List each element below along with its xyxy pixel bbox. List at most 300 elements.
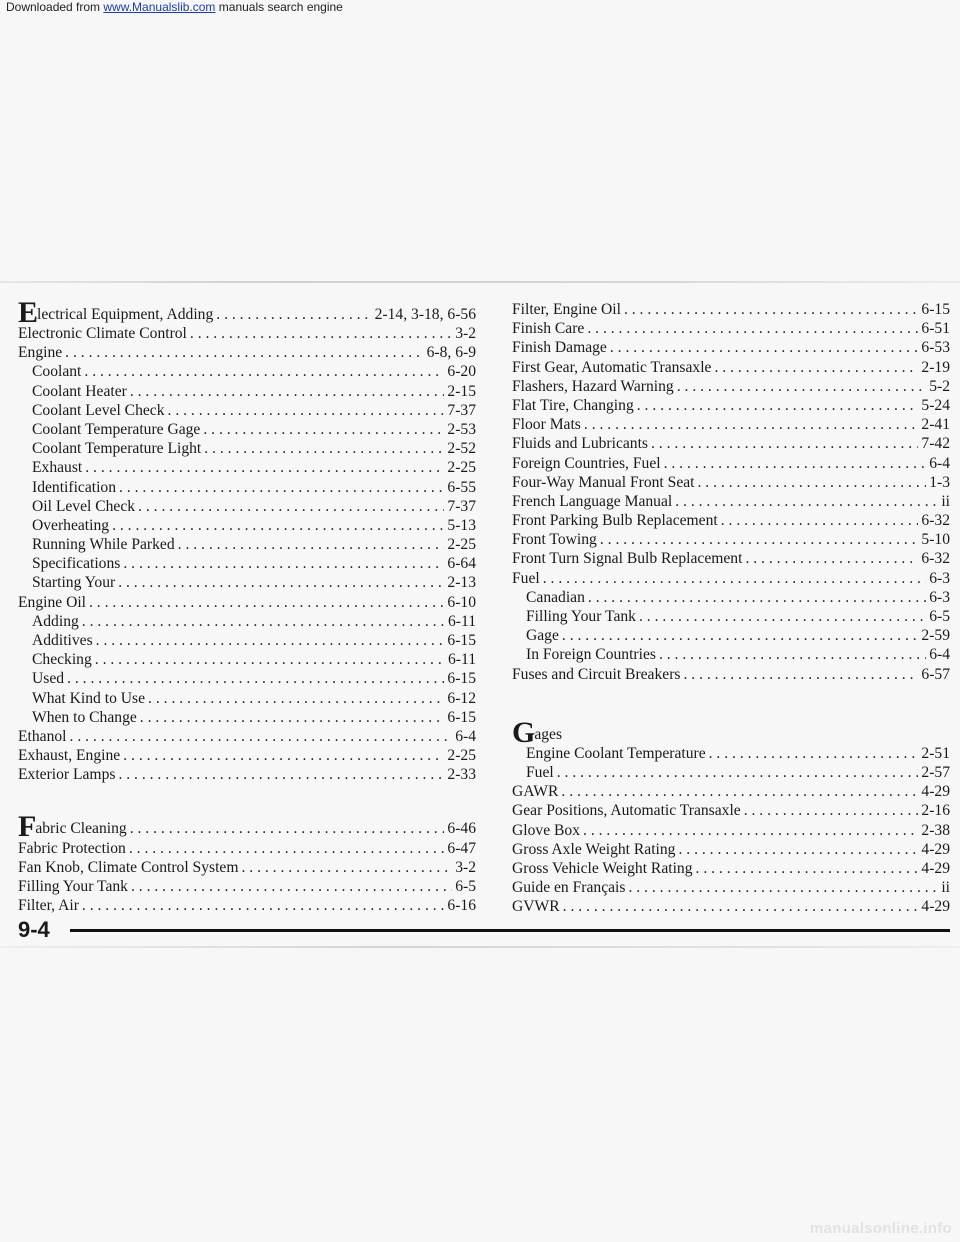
leader-dots bbox=[241, 858, 452, 877]
leader-dots bbox=[714, 358, 918, 377]
index-subentry bbox=[18, 554, 476, 573]
page-reference: 6-11 bbox=[447, 612, 476, 630]
entry-label bbox=[526, 645, 656, 664]
leader-dots bbox=[89, 593, 444, 612]
entry-label bbox=[32, 631, 93, 650]
index-column-left bbox=[18, 300, 476, 915]
leader-dots bbox=[543, 569, 926, 588]
leader-dots bbox=[651, 434, 918, 453]
page-reference: 6-53 bbox=[921, 339, 950, 357]
entry-label bbox=[18, 877, 128, 896]
index-entry bbox=[512, 897, 950, 916]
leader-dots bbox=[664, 454, 927, 473]
entry-label bbox=[512, 377, 674, 396]
page-reference: 6-57 bbox=[921, 665, 950, 683]
entry-label bbox=[512, 878, 625, 897]
entry-text: abric Cleaning bbox=[35, 820, 127, 838]
page-reference: 6-15 bbox=[921, 301, 950, 318]
page-reference: 6-55 bbox=[447, 478, 476, 496]
entry-label bbox=[32, 420, 200, 439]
entry-text: Oil Level Check bbox=[32, 497, 136, 515]
page-reference: 6-64 bbox=[447, 555, 476, 573]
index-entry bbox=[18, 300, 476, 324]
page-reference: 2-16 bbox=[921, 802, 950, 820]
leader-dots bbox=[204, 439, 444, 458]
entry-label bbox=[32, 439, 201, 458]
entry-text: Overheating bbox=[32, 516, 110, 534]
page-reference: 5-13 bbox=[447, 516, 476, 534]
leader-dots bbox=[148, 689, 444, 708]
entry-label bbox=[526, 763, 554, 782]
page-reference: 6-3 bbox=[929, 569, 950, 587]
page-reference: 2-25 bbox=[447, 459, 476, 477]
index-subentry bbox=[512, 626, 950, 645]
leader-dots bbox=[628, 878, 938, 897]
entry-text: Fuel bbox=[526, 763, 554, 781]
entry-text: lectrical Equipment, Adding bbox=[37, 305, 214, 323]
leader-dots bbox=[563, 897, 919, 916]
page-reference: 2-57 bbox=[921, 763, 950, 781]
leader-dots bbox=[119, 478, 444, 497]
entry-label bbox=[526, 744, 706, 763]
entry-label bbox=[512, 338, 607, 357]
leader-dots bbox=[130, 819, 445, 838]
entry-text: Checking bbox=[32, 651, 92, 669]
top-divider bbox=[0, 281, 960, 283]
page-reference: 6-15 bbox=[447, 670, 476, 688]
entry-text: Coolant bbox=[32, 363, 82, 381]
index-subentry bbox=[18, 478, 476, 497]
index-column-right bbox=[512, 300, 950, 916]
page-reference: 2-14, 3-18, 6-56 bbox=[374, 305, 476, 323]
leader-dots bbox=[131, 877, 452, 896]
page-reference: 6-20 bbox=[447, 363, 476, 381]
index-entry bbox=[512, 782, 950, 801]
leader-dots bbox=[123, 554, 444, 573]
index-subentry bbox=[18, 535, 476, 554]
entry-label bbox=[18, 324, 187, 343]
entry-label bbox=[32, 573, 115, 592]
entry-label bbox=[512, 840, 675, 859]
page-reference: 4-29 bbox=[921, 898, 950, 916]
entry-label bbox=[18, 593, 86, 612]
leader-dots bbox=[562, 626, 919, 645]
entry-label bbox=[18, 300, 213, 324]
page-reference: 2-51 bbox=[921, 744, 950, 762]
entry-label bbox=[32, 535, 175, 554]
index-entry bbox=[512, 859, 950, 878]
entry-text: Fabric Protection bbox=[18, 839, 126, 857]
page-reference: 2-19 bbox=[921, 358, 950, 376]
section-initial: F bbox=[18, 814, 36, 839]
leader-dots bbox=[203, 420, 444, 439]
index-subentry bbox=[18, 458, 476, 477]
entry-text: Coolant Heater bbox=[32, 382, 127, 400]
entry-text: Specifications bbox=[32, 555, 121, 573]
page-reference: 6-32 bbox=[921, 512, 950, 530]
entry-label bbox=[32, 497, 135, 516]
watermark: manualsonline.info bbox=[809, 1220, 952, 1237]
entry-label bbox=[512, 300, 621, 319]
index-entry bbox=[512, 434, 950, 453]
leader-dots bbox=[138, 497, 444, 516]
leader-dots bbox=[129, 839, 445, 858]
leader-dots bbox=[168, 401, 445, 420]
page-reference: ii bbox=[941, 492, 950, 510]
entry-text: Finish Care bbox=[512, 320, 585, 338]
leader-dots bbox=[696, 859, 919, 878]
leader-dots bbox=[65, 343, 423, 362]
leader-dots bbox=[698, 473, 927, 492]
banner-prefix: Downloaded from bbox=[6, 0, 104, 14]
leader-dots bbox=[745, 549, 918, 568]
entry-label bbox=[32, 650, 92, 669]
index-subentry bbox=[18, 689, 476, 708]
page-reference: 6-4 bbox=[929, 454, 950, 472]
entry-label bbox=[32, 362, 81, 381]
entry-label bbox=[526, 588, 585, 607]
entry-label bbox=[526, 607, 636, 626]
entry-label bbox=[18, 727, 67, 746]
leader-dots bbox=[637, 396, 919, 415]
entry-label bbox=[512, 569, 540, 588]
leader-dots bbox=[118, 765, 444, 784]
entry-label bbox=[18, 858, 238, 877]
entry-text: Coolant Temperature Gage bbox=[32, 420, 201, 438]
entry-text: Guide en Français bbox=[512, 879, 626, 897]
index-subentry bbox=[18, 573, 476, 592]
entry-label bbox=[512, 358, 711, 377]
entry-text: Gear Positions, Automatic Transaxle bbox=[512, 802, 741, 820]
page-reference: 6-11 bbox=[447, 651, 476, 669]
leader-dots bbox=[744, 801, 919, 820]
entry-label bbox=[32, 458, 82, 477]
leader-dots bbox=[583, 821, 918, 840]
leader-dots bbox=[216, 305, 371, 324]
index-entry bbox=[512, 665, 950, 684]
index-subentry bbox=[18, 612, 476, 631]
index-subentry bbox=[18, 631, 476, 650]
index-entry bbox=[512, 415, 950, 434]
entry-label bbox=[512, 415, 581, 434]
entry-label bbox=[512, 319, 584, 338]
entry-label bbox=[32, 516, 109, 535]
entry-text: When to Change bbox=[32, 708, 137, 726]
index-entry bbox=[512, 549, 950, 568]
entry-text: Fluids and Lubricants bbox=[512, 435, 648, 453]
page-reference: 1-3 bbox=[929, 473, 950, 491]
entry-text: First Gear, Automatic Transaxle bbox=[512, 358, 712, 376]
leader-dots bbox=[588, 588, 926, 607]
leader-dots bbox=[584, 415, 919, 434]
entry-text: Fan Knob, Climate Control System bbox=[18, 858, 239, 876]
entry-label bbox=[18, 839, 126, 858]
entry-label bbox=[512, 821, 580, 840]
page-reference: 6-3 bbox=[929, 588, 950, 606]
entry-label bbox=[32, 554, 120, 573]
entry-text: Exhaust bbox=[32, 459, 83, 477]
entry-text: Finish Damage bbox=[512, 339, 607, 357]
index-entry bbox=[512, 473, 950, 492]
index-entry bbox=[512, 319, 950, 338]
leader-dots bbox=[587, 319, 918, 338]
leader-dots bbox=[140, 708, 445, 727]
page-reference: 2-13 bbox=[447, 574, 476, 592]
page-reference: 6-8, 6-9 bbox=[426, 344, 476, 362]
page-reference: 2-15 bbox=[447, 382, 476, 400]
index-subentry bbox=[18, 669, 476, 688]
page-reference: 3-2 bbox=[455, 325, 476, 342]
index-subentry bbox=[18, 439, 476, 458]
index-subentry bbox=[512, 744, 950, 763]
index-entry bbox=[18, 815, 476, 839]
page-reference: 6-4 bbox=[929, 646, 950, 664]
index-entry bbox=[512, 454, 950, 473]
index-entry bbox=[18, 765, 476, 784]
entry-label bbox=[512, 530, 597, 549]
leader-dots bbox=[557, 763, 919, 782]
entry-text: Flat Tire, Changing bbox=[512, 396, 634, 414]
page-reference: 2-52 bbox=[447, 440, 476, 458]
leader-dots bbox=[624, 300, 918, 319]
entry-text: Used bbox=[32, 670, 65, 688]
leader-dots bbox=[112, 516, 444, 535]
leader-dots bbox=[190, 324, 452, 343]
entry-label bbox=[32, 382, 127, 401]
page-reference: 2-38 bbox=[921, 821, 950, 839]
entry-label bbox=[18, 815, 127, 839]
page-reference: 5-24 bbox=[921, 396, 950, 414]
index-subentry bbox=[18, 708, 476, 727]
entry-text: Four-Way Manual Front Seat bbox=[512, 473, 695, 491]
leader-dots bbox=[675, 492, 938, 511]
index-entry bbox=[18, 324, 476, 343]
entry-text: Adding bbox=[32, 612, 79, 630]
page-reference: 2-41 bbox=[921, 416, 950, 434]
leader-dots bbox=[118, 573, 444, 592]
leader-dots bbox=[178, 535, 445, 554]
page-reference: 6-46 bbox=[447, 820, 476, 838]
entry-text: GVWR bbox=[512, 898, 560, 916]
page-reference: 4-29 bbox=[921, 859, 950, 877]
index-subentry bbox=[18, 650, 476, 669]
index-subentry bbox=[512, 645, 950, 664]
leader-dots bbox=[659, 645, 926, 664]
index-entry bbox=[512, 396, 950, 415]
entry-text: Front Towing bbox=[512, 531, 597, 549]
entry-label bbox=[512, 454, 661, 473]
index-entry bbox=[18, 896, 476, 915]
index-entry bbox=[18, 858, 476, 877]
banner-suffix: manuals search engine bbox=[215, 0, 343, 14]
leader-dots bbox=[67, 669, 444, 688]
entry-text: Gage bbox=[526, 627, 559, 645]
page-reference: 6-32 bbox=[921, 550, 950, 568]
index-entry bbox=[512, 530, 950, 549]
entry-text: Exterior Lamps bbox=[18, 766, 116, 784]
page-reference: 6-51 bbox=[921, 320, 950, 338]
entry-text: Engine Oil bbox=[18, 593, 86, 611]
entry-text: Front Turn Signal Bulb Replacement bbox=[512, 550, 743, 568]
entry-text: Fuses and Circuit Breakers bbox=[512, 665, 681, 683]
entry-label bbox=[18, 343, 62, 362]
entry-text: Exhaust, Engine bbox=[18, 747, 121, 765]
leader-dots bbox=[82, 896, 445, 915]
index-entry bbox=[512, 358, 950, 377]
index-entry bbox=[512, 492, 950, 511]
index-entry bbox=[512, 801, 950, 820]
bottom-divider bbox=[0, 946, 960, 948]
page-reference: 6-15 bbox=[447, 708, 476, 726]
leader-dots bbox=[683, 665, 918, 684]
page-reference: 6-15 bbox=[447, 632, 476, 649]
leader-dots bbox=[600, 530, 919, 549]
entry-text: GAWR bbox=[512, 783, 559, 801]
index-entry bbox=[18, 746, 476, 765]
entry-text: Identification bbox=[32, 478, 116, 496]
page-reference: 2-53 bbox=[447, 420, 476, 438]
entry-label bbox=[32, 669, 64, 688]
entry-text: Running While Parked bbox=[32, 536, 175, 554]
section-initial: E bbox=[18, 300, 38, 324]
page-reference: 4-29 bbox=[921, 783, 950, 801]
entry-text: Foreign Countries, Fuel bbox=[512, 454, 661, 472]
entry-label bbox=[526, 626, 559, 645]
entry-label bbox=[512, 396, 634, 415]
entry-label bbox=[32, 708, 137, 727]
page-reference: 6-10 bbox=[447, 593, 476, 611]
manualslib-link[interactable]: www.Manualslib.com bbox=[103, 0, 216, 14]
section-heading bbox=[512, 714, 950, 744]
leader-dots bbox=[84, 362, 444, 381]
entry-text: Filter, Engine Oil bbox=[512, 301, 621, 318]
entry-text: Front Parking Bulb Replacement bbox=[512, 512, 718, 530]
index-entry bbox=[512, 569, 950, 588]
index-subentry bbox=[18, 382, 476, 401]
page-reference: 6-5 bbox=[929, 608, 950, 625]
page-reference: 6-47 bbox=[447, 839, 476, 857]
entry-text: ages bbox=[534, 725, 563, 743]
leader-dots bbox=[721, 511, 919, 530]
entry-text: Fuel bbox=[512, 569, 540, 587]
entry-text: Floor Mats bbox=[512, 416, 581, 434]
index-entry bbox=[512, 840, 950, 859]
index-subentry bbox=[18, 497, 476, 516]
index-entry bbox=[512, 338, 950, 357]
index-subentry bbox=[18, 362, 476, 381]
entry-label bbox=[512, 665, 680, 684]
entry-text: Additives bbox=[32, 632, 93, 649]
leader-dots bbox=[85, 458, 444, 477]
leader-dots bbox=[123, 746, 444, 765]
entry-label bbox=[512, 434, 648, 453]
page-reference: ii bbox=[941, 879, 950, 897]
entry-label bbox=[512, 492, 672, 511]
page-reference: 4-29 bbox=[921, 840, 950, 858]
index-subentry bbox=[18, 401, 476, 420]
section-gap bbox=[18, 785, 476, 815]
index-entry bbox=[512, 511, 950, 530]
page-reference: 2-59 bbox=[921, 627, 950, 645]
entry-label bbox=[18, 746, 120, 765]
download-banner bbox=[6, 0, 343, 14]
page-reference: 2-25 bbox=[447, 747, 476, 765]
entry-text: Coolant Temperature Light bbox=[32, 440, 202, 458]
page-reference: 5-2 bbox=[929, 377, 950, 395]
index-entry bbox=[512, 377, 950, 396]
page-reference: 3-2 bbox=[455, 858, 476, 876]
page-reference: 7-37 bbox=[447, 401, 476, 419]
leader-dots bbox=[95, 650, 445, 669]
leader-dots bbox=[677, 377, 926, 396]
entry-text: Canadian bbox=[526, 588, 585, 606]
index-entry bbox=[18, 343, 476, 362]
entry-label bbox=[512, 511, 718, 530]
page-reference: 6-12 bbox=[447, 689, 476, 707]
entry-label bbox=[18, 765, 115, 784]
index-entry bbox=[18, 877, 476, 896]
entry-text: Filling Your Tank bbox=[526, 608, 636, 625]
section-gap bbox=[512, 684, 950, 714]
footer-rule bbox=[70, 929, 950, 932]
entry-text: Gross Vehicle Weight Rating bbox=[512, 859, 693, 877]
entry-text: Engine Coolant Temperature bbox=[526, 744, 706, 762]
index-subentry bbox=[512, 763, 950, 782]
entry-text: Filter, Air bbox=[18, 897, 79, 915]
entry-text: Filling Your Tank bbox=[18, 877, 128, 895]
page-reference: 5-10 bbox=[921, 531, 950, 549]
entry-label bbox=[32, 401, 165, 420]
page-reference: 6-4 bbox=[455, 727, 476, 745]
page-number: 9-4 bbox=[18, 917, 50, 942]
index-entry bbox=[18, 839, 476, 858]
entry-label bbox=[32, 612, 79, 631]
leader-dots bbox=[96, 631, 445, 650]
entry-label bbox=[32, 689, 145, 708]
page-reference: 2-33 bbox=[447, 766, 476, 784]
entry-label bbox=[512, 549, 742, 568]
index-entry bbox=[512, 300, 950, 319]
leader-dots bbox=[561, 782, 918, 801]
leader-dots bbox=[130, 382, 445, 401]
entry-text: Electronic Climate Control bbox=[18, 325, 187, 342]
entry-label bbox=[512, 801, 741, 820]
index-entry bbox=[18, 727, 476, 746]
leader-dots bbox=[678, 840, 918, 859]
entry-text: Engine bbox=[18, 344, 63, 362]
entry-label bbox=[512, 859, 693, 878]
entry-text: French Language Manual bbox=[512, 492, 673, 510]
index-subentry bbox=[18, 516, 476, 535]
entry-label bbox=[512, 782, 558, 801]
entry-label bbox=[512, 897, 560, 916]
entry-label bbox=[32, 478, 116, 497]
entry-text: Coolant Level Check bbox=[32, 401, 165, 419]
index-subentry bbox=[18, 420, 476, 439]
leader-dots bbox=[709, 744, 919, 763]
index-entry bbox=[512, 878, 950, 897]
page-reference: 7-42 bbox=[921, 435, 950, 453]
leader-dots bbox=[639, 607, 926, 626]
index-subentry bbox=[512, 607, 950, 626]
entry-text: Gross Axle Weight Rating bbox=[512, 840, 676, 858]
entry-text: What Kind to Use bbox=[32, 689, 146, 707]
page-reference: 7-37 bbox=[447, 497, 476, 515]
leader-dots bbox=[70, 727, 453, 746]
entry-text: Flashers, Hazard Warning bbox=[512, 377, 674, 395]
page-reference: 2-25 bbox=[447, 536, 476, 554]
entry-text: Ethanol bbox=[18, 727, 67, 745]
